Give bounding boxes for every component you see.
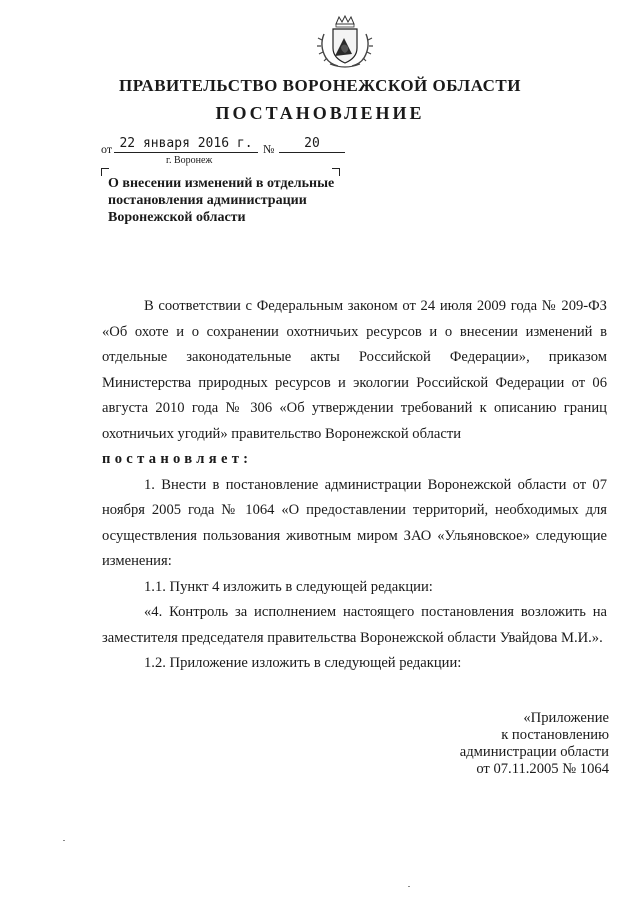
appendix-heading [460, 710, 609, 778]
item-1: 1. Внести в постановление администрации Воронежской области от 07 ноября 2005 года № 1064 «О предоставлении территорий, необходимых для осуществления пользования животным миром ЗАО «Ульяновское» следующие изменения: [102, 476, 607, 569]
resolves-word: постановляет: [102, 451, 253, 467]
item-1-1: 1.1. Пункт 4 изложить в следующей редакции: [144, 578, 433, 595]
date-prefix: от [101, 142, 113, 156]
document-body [102, 294, 607, 677]
document-number: 20 [279, 136, 345, 153]
document-subject: О внесении изменений в отдельные постановления администрации Воронежской области [108, 176, 335, 225]
appendix-line-2: к постановлению [501, 727, 609, 743]
document-date: 22 января 2016 г. [114, 136, 258, 153]
item-1-2: 1.2. Приложение изложить в следующей редакции: [144, 655, 462, 671]
number-prefix: № [263, 142, 275, 156]
appendix-line-1: «Приложение [523, 710, 609, 726]
city: г. Воронеж [166, 155, 213, 166]
scan-speck [63, 840, 65, 841]
appendix-line-4: от 07.11.2005 № 1064 [476, 761, 609, 777]
voronezh-coat-of-arms-icon [316, 14, 374, 70]
government-title: ПРАВИТЕЛЬСТВО ВОРОНЕЖСКОЙ ОБЛАСТИ [118, 76, 521, 95]
appendix-line-3: администрации области [459, 744, 609, 760]
scan-speck [408, 886, 410, 887]
preamble: В соответствии с Федеральным законом от 24 июля 2009 года № 209-ФЗ «Об охоте и о сохранении охотничьих ресурсов и о внесении изменений в отдельные законодательные акты Российской Федерации», приказом Министерства природных ресурсов и экологии Российской Федерации от 06 августа 2010 года № 306 «Об утверждении требований к описанию границ охотничьих угодий» правительство Воронежской области [102, 298, 607, 442]
item-1-1-text: «4. Контроль за исполнением настоящего постановления возложить на заместителя председателя правительства Воронежской области Увайдова М.И.». [102, 604, 607, 646]
document-type: ПОСТАНОВЛЕНИЕ [215, 103, 425, 123]
